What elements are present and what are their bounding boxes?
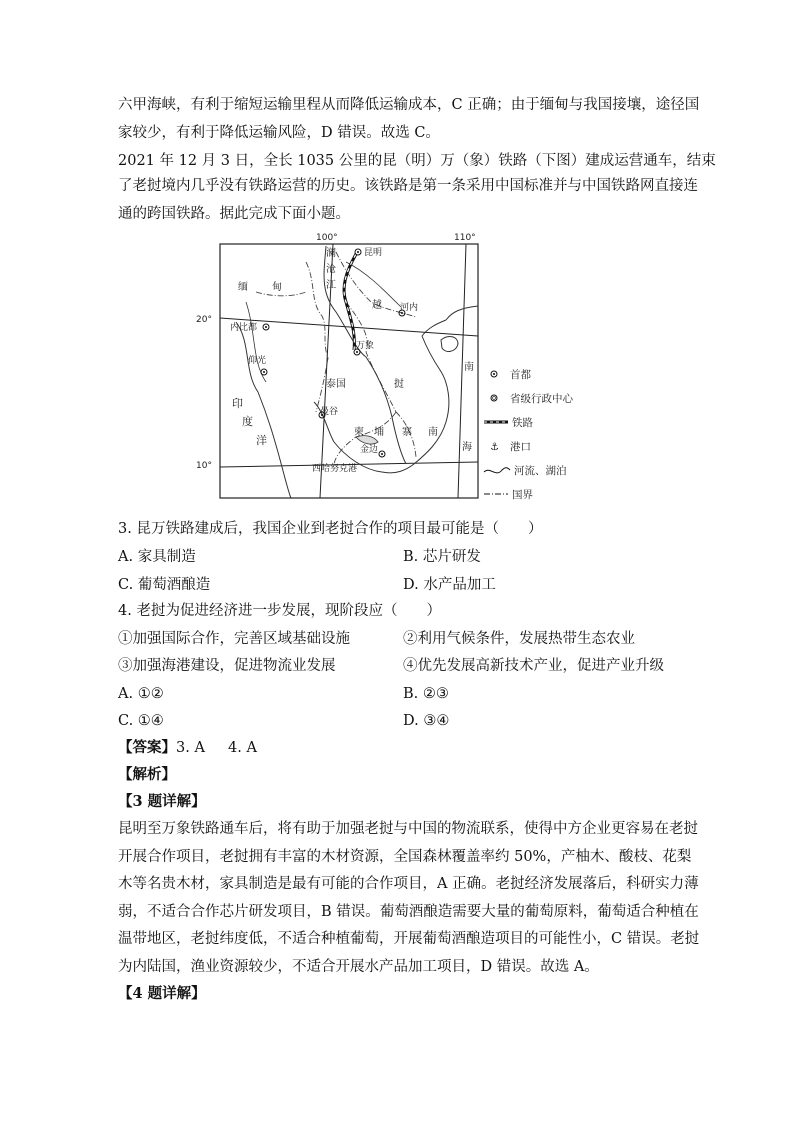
phnompenh-marker-dot: [381, 453, 383, 455]
lat-label-10: 10°: [196, 461, 212, 471]
region-vietnam: 越: [372, 300, 382, 311]
legend-border: 国界: [512, 489, 533, 501]
q4-option-b: B. ②③: [403, 686, 449, 702]
region-laos: 挝: [394, 379, 404, 390]
intro-line-5: 通的跨国铁路。据此完成下面小题。: [118, 206, 350, 222]
q3-stem: 3. 昆万铁路建成后，我国企业到老挝合作的项目最可能是（ ）: [118, 521, 543, 537]
answer-label: 【答案】: [118, 739, 176, 756]
legend-provincial-symbol: [491, 395, 497, 401]
q4-statement-4: ④优先发展高新技术产业，促进产业升级: [403, 658, 664, 674]
place-naypyidaw: 内比都: [230, 323, 258, 333]
q4-option-d: D. ③④: [403, 713, 450, 729]
intro-line-3: 2021 年 12 月 3 日，全长 1035 公里的昆（明）万（象）铁路（下图）建成运营通车，结束: [118, 153, 716, 169]
q4-detail-title: 【4 题详解】: [118, 985, 206, 1002]
legend-capital: 首都: [510, 369, 531, 381]
answer-q4: 4. A: [228, 740, 257, 756]
legend-port: 港口: [510, 441, 531, 453]
intro-line-4: 了老挝境内几乎没有铁路运营的历史。该铁路是第一条采用中国标准并与中国铁路网直接连: [118, 178, 698, 194]
legend-port-symbol: ⚓: [490, 442, 499, 453]
answer-q3: 3. A: [176, 740, 205, 756]
q3-option-d: D. 水产品加工: [403, 577, 496, 593]
q4-option-c: C. ①④: [118, 713, 164, 729]
region-myanmar-1: 缅: [238, 282, 248, 293]
legend-river-symbol: [484, 468, 510, 473]
kunming-marker-dot: [357, 251, 359, 253]
naypyidaw-marker-dot: [265, 326, 267, 328]
q3-detail-line-1: 昆明至万象铁路通车后，将有助于加强老挝与中国的物流联系，使得中方企业更容易在老挝: [118, 821, 698, 837]
q4-statement-1: ①加强国际合作，完善区域基础设施: [118, 631, 350, 647]
analysis-label: 【解析】: [118, 766, 176, 783]
region-sea: 海: [462, 442, 472, 453]
irrawaddy-river: [246, 302, 266, 382]
region-thailand: 泰国: [326, 379, 346, 390]
q3-detail-line-6: 为内陆国，渔业资源较少，不适合开展水产品加工项目，D 错误。故选 A。: [118, 959, 599, 975]
region-lancang-2: 沧: [326, 264, 336, 275]
vientiane-marker-dot: [356, 351, 358, 353]
q3-detail-title: 【3 题详解】: [118, 793, 206, 810]
q3-detail-line-4: 弱，不适合合作芯片研发项目，B 错误。葡萄酒酿造需要大量的葡萄原料，葡萄适合种植在: [118, 904, 699, 920]
region-cambodia-2: 埔: [374, 427, 384, 438]
place-yangon: 仰光: [248, 356, 267, 366]
kunming-vientiane-railway-map: [196, 232, 576, 504]
vietnam-coast: [414, 320, 449, 464]
place-bangkok: 曼谷: [320, 407, 339, 417]
hainan-island: [441, 337, 458, 352]
q3-option-c: C. 葡萄酒酿造: [118, 577, 211, 593]
region-south-2: 南: [428, 427, 438, 438]
intro-line-2: 家较少，有利于降低运输风险，D 错误。故选 C。: [118, 125, 440, 141]
legend-capital-dot: [493, 373, 495, 375]
place-vientiane: 万象: [356, 341, 375, 351]
lon-label-100: 100°: [316, 233, 338, 243]
legend-provincial: 省级行政中心: [510, 393, 573, 405]
legend-provincial-dot: [493, 397, 496, 400]
place-sihanoukville: 西哈努克港: [312, 464, 358, 474]
place-hanoi: 河内: [400, 303, 419, 313]
lon-label-110: 110°: [454, 233, 476, 243]
place-phnompenh: 金边: [360, 445, 379, 455]
region-indian-2: 度: [242, 415, 253, 428]
myanmar-coast: [236, 322, 291, 498]
map-frame: [220, 244, 478, 498]
q4-statement-2: ②利用气候条件，发展热带生态农业: [403, 631, 635, 647]
north-coast: [446, 306, 478, 320]
q3-detail-line-5: 温带地区，老挝纬度低，不适合种植葡萄，开展葡萄酒酿造项目的可能性小，C 错误。老挝: [118, 931, 700, 947]
region-cambodia-3: 寨: [402, 427, 412, 438]
border-laos-thailand: [346, 302, 396, 412]
region-indian-1: 印: [232, 397, 243, 410]
region-indian-3: 洋: [256, 434, 267, 447]
q3-detail-line-2: 开展合作项目，老挝拥有丰富的木材资源，全国森林覆盖率约 50%，产柚木、酸枝、花梨: [118, 849, 692, 865]
q3-option-a: A. 家具制造: [118, 549, 196, 565]
yangon-marker-dot: [263, 371, 265, 373]
lat-label-20: 20°: [196, 315, 212, 325]
mekong-river: [324, 246, 406, 464]
region-myanmar-2: 甸: [272, 282, 282, 293]
q3-option-b: B. 芯片研发: [403, 549, 481, 565]
place-kunming: 昆明: [364, 248, 383, 258]
region-lancang-1: 澜: [326, 248, 336, 259]
region-lancang-3: 江: [326, 280, 336, 291]
q4-stem: 4. 老挝为促进经济进一步发展，现阶段应（ ）: [118, 603, 441, 619]
region-south-1: 南: [464, 362, 474, 373]
region-cambodia-1: 柬: [354, 427, 364, 438]
q4-statement-3: ③加强海港建设，促进物流业发展: [118, 658, 336, 674]
q3-detail-line-3: 木等名贵木材，家具制造是最有可能的合作项目，A 正确。老挝经济发展落后，科研实力薄: [118, 876, 699, 892]
legend-river: 河流、湖泊: [514, 465, 567, 477]
legend-railway: 铁路: [512, 417, 533, 429]
q4-option-a: A. ①②: [118, 686, 164, 702]
intro-line-1: 六甲海峡，有利于缩短运输里程从而降低运输成本，C 正确；由于缅甸与我国接壤，途径国: [118, 97, 700, 113]
